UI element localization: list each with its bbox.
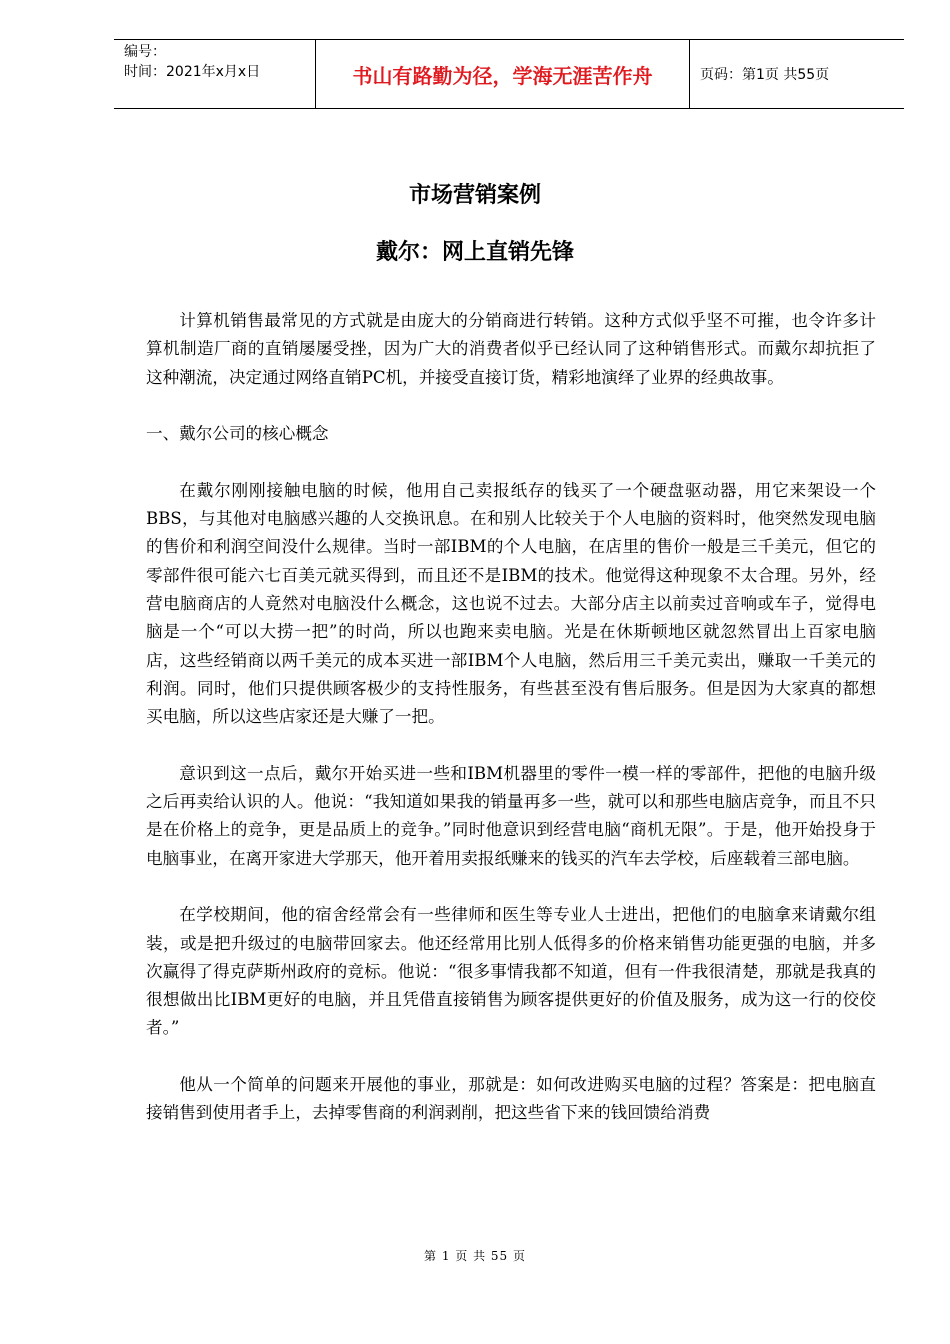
paragraph: 计算机销售最常见的方式就是由庞大的分销商进行转销。这种方式似乎坚不可摧，也令许多计算机制造厂商的直销屡屡受挫，因为广大的消费者似乎已经认同了这种销售形式。而戴尔却抗拒了这种潮流，决定通过网络直销PC机，并接受直接订货，精彩地演绎了业界的经典故事。 [146,311,876,387]
section-heading: 一、戴尔公司的核心概念 [146,424,329,444]
paragraph: 他从一个简单的问题来开展他的事业，那就是：如何改进购买电脑的过程？答案是：把电脑直接销售到使用者手上，去掉零售商的利润剥削，把这些省下来的钱回馈给消费 [146,1075,876,1123]
paragraph: 在学校期间，他的宿舍经常会有一些律师和医生等专业人士进出，把他们的电脑拿来请戴尔组装，或是把升级过的电脑带回家去。他还经常用比别人低得多的价格来销售功能更强的电脑，并多次赢得了得克萨斯州政府的竞标。他说：“很多事情我都不知道，但有一件我很清楚，那就是我真的很想做出比IBM更好的电脑，并且凭借直接销售为顾客提供更好的价值及服务，成为这一行的佼佼者。” [146,905,876,1038]
header-page-info: 页码：第1页 共55页 [700,67,830,83]
date-label: 时间：2021年x月x日 [124,64,261,80]
header-motto: 书山有路勤为径，学海无涯苦作舟 [316,40,690,108]
serial-number-label: 编号： [124,44,166,60]
page-footer: 第 1 页 共 55 页 [424,1249,526,1263]
document-title: 市场营销案例 [408,183,541,208]
paragraph: 在戴尔刚刚接触电脑的时候，他用自己卖报纸存的钱买了一个硬盘驱动器，用它来架设一个BBS，与其他对电脑感兴趣的人交换讯息。在和别人比较关于个人电脑的资料时，他突然发现电脑的售价和利润空间没什么规律。当时一部IBM的个人电脑，在店里的售价一般是三千美元，但它的零部件很可能六七百美元就买得到，而且还不是IBM的技术。他觉得这种现象不太合理。另外，经营电脑商店的人竟然对电脑没什么概念，这也说不过去。大部分店主以前卖过音响或车子，觉得电脑是一个“可以大捞一把”的时尚，所以也跑来卖电脑。光是在休斯顿地区就忽然冒出上百家电脑店，这些经销商以两千美元的成本买进一部IBM个人电脑，然后用三千美元卖出，赚取一千美元的利润。同时，他们只提供顾客极少的支持性服务，有些甚至没有售后服务。但是因为大家真的都想买电脑，所以这些店家还是大赚了一把。 [146,480,876,727]
document-body [146,307,876,1128]
paragraph: 意识到这一点后，戴尔开始买进一些和IBM机器里的零件一模一样的零部件，把他的电脑升级之后再卖给认识的人。他说：“我知道如果我的销量再多一些，就可以和那些电脑店竞争，而且不只是在价格上的竞争，更是品质上的竞争。”同时他意识到经营电脑“商机无限”。于是，他开始投身于电脑事业，在离开家进大学那天，他开着用卖报纸赚来的钱买的汽车去学校，后座载着三部电脑。 [146,763,876,868]
header-meta-cell [114,40,316,108]
document-subtitle: 戴尔：网上直销先锋 [375,240,574,265]
page-header [114,39,904,109]
